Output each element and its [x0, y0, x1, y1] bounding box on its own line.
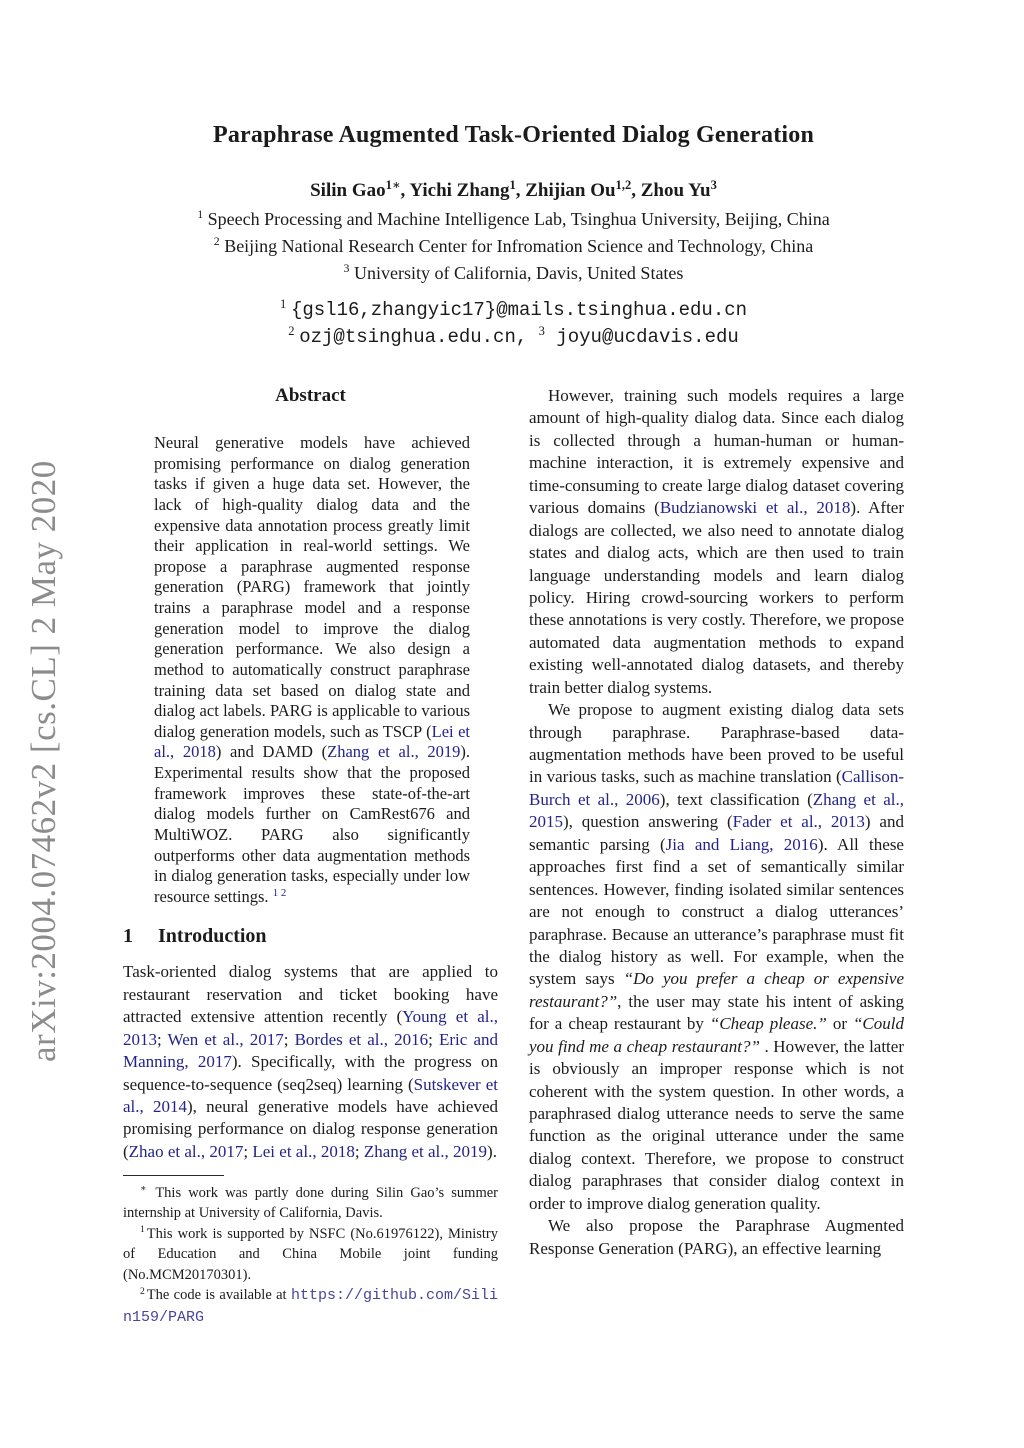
citation-link[interactable]: Bordes et al., 2016 [294, 1029, 429, 1049]
footnote-star [123, 1183, 498, 1224]
text-run: Zhijian Ou [525, 180, 616, 201]
superscript-marker: 1 [140, 1224, 145, 1236]
text-run: ). [487, 1141, 497, 1161]
text-run: ) and semantic parsing ( [529, 812, 904, 854]
quoted-example: “Could you find me a cheap restaurant?” [529, 1014, 904, 1056]
body-paragraph-3 [529, 1215, 904, 1260]
superscript-marker: 3 [343, 261, 350, 276]
text-run: ; [283, 1029, 295, 1049]
email-block [123, 297, 904, 351]
text-run: ), text classification ( [659, 789, 813, 809]
section-number: 1 [123, 925, 133, 948]
citation-link[interactable]: Jia and Liang, 2016 [665, 834, 818, 854]
citation-link[interactable]: Lei et al., 2018 [252, 1141, 355, 1161]
text-run: Neural generative models have achieved promising performance on dialog generation tasks if given a huge data set. However, the lack of high-quality dialog data and the expensive data annotation process greatly limit their application in real-world settings. We propose a paraphrase augmented response generation (PARG) framework that jointly trains a paraphrase model and a response generation model to improve the dialog generation performance. We also design a method to automatically construct paraphrase training data set based on dialog state and dialog act labels. PARG is applicable to various dialog generation models, such as TSCP ( [154, 433, 470, 741]
affiliation-line-1 [123, 207, 904, 234]
text-run: Beijing National Research Center for Infromation Science and Technology, China [219, 236, 814, 256]
email-address: ozj@tsinghua.edu.cn, [299, 326, 539, 348]
citation-link[interactable]: Lei et al., 2018 [154, 721, 470, 762]
superscript-marker: 1 [197, 207, 204, 222]
text-run: However, training such models requires a large amount of high-quality dialog data. Since each dialog is collected through a human-human or human-machine interaction, it is extremely expensive and time-consuming to create large dialog dataset covering various domains ( [529, 386, 904, 518]
two-column-body [123, 385, 904, 1332]
text-run: . However, the latter is obviously an improper response which is not coherent with the system question. In other words, a paraphrased dialog utterance needs to serve the same function as the original utterance under the same dialog context. Therefore, we propose to construct dialog paraphrases that consider dialog context in order to improve dialog generation quality. [529, 1036, 904, 1213]
superscript-marker: 2 [288, 324, 295, 339]
text-run: University of California, Davis, United States [349, 263, 684, 283]
arxiv-watermark: arXiv:2004.07462v2 [cs.CL] 2 May 2020 [24, 460, 63, 1062]
citation-link[interactable]: Wen et al., 2017 [167, 1029, 284, 1049]
text-run: Yichi Zhang [409, 180, 510, 201]
superscript-marker: 2 [213, 234, 220, 249]
text-run: This work is supported by NSFC (No.61976122), Ministry of Education and China Mobile joint funding (No.MCM20170301). [123, 1225, 498, 1283]
text-run: or [826, 1014, 853, 1034]
footnote-1 [123, 1224, 498, 1286]
text-run: ). Experimental results show that the proposed framework improves these state-of-the-art dialog models further on CamRest676 and MultiWOZ. PARG also significantly outperforms other data augmentation methods in dialog generation tasks, especially under low resource settings. [154, 742, 471, 906]
text-run: Zhou Yu [640, 180, 711, 201]
email-line-2 [123, 324, 904, 351]
code-repository-link[interactable]: https://github.com/Silin159/PARG [123, 1287, 498, 1326]
text-run: ). After dialogs are collected, we also need to annotate dialog states and dialog acts, which are then used to train language understanding models and learn dialog policy. Hiring crowd-sourcing workers to perform these annotations is very costly. Therefore, we propose automated data augmentation methods to expand existing well-annotated dialog datasets, and thereby train better dialog systems. [529, 498, 904, 697]
affiliation-line-2 [123, 234, 904, 261]
text-run: Task-oriented dialog systems that are applied to restaurant reservation and ticket booking have attracted extensive attention recently ( [123, 962, 498, 1027]
abstract-heading: Abstract [275, 385, 346, 406]
text-run: , [631, 180, 641, 201]
footnote-rule [123, 1175, 224, 1176]
affiliation-block [123, 207, 904, 288]
superscript-marker: 1 [279, 297, 287, 312]
text-run: , [400, 180, 410, 201]
paper-title: Paraphrase Augmented Task-Oriented Dialog Generation [212, 122, 815, 148]
quoted-example: “Do you prefer a cheap or expensive restaurant?” [529, 969, 905, 1011]
text-run: We propose to augment existing dialog data sets through paraphrase. Paraphrase-based data-augmentation methods have been proved to be useful in various tasks, such as machine translation ( [529, 700, 904, 787]
email-address: {gsl16,zhangyic17}@mails.tsinghua.edu.cn [290, 299, 748, 321]
citation-link[interactable]: Budzianowski et al., 2018 [659, 498, 851, 518]
citation-link[interactable]: Sutskever et al., 2014 [123, 1074, 498, 1116]
citation-link[interactable]: Fader et al., 2013 [732, 812, 865, 832]
left-column [123, 385, 498, 1332]
right-column [529, 385, 904, 1260]
email-address: joyu@ucdavis.edu [544, 326, 739, 348]
superscript-marker: 1 [509, 178, 516, 193]
text-run: ; [243, 1141, 253, 1161]
text-run: This work was partly done during Silin Gao’s summer internship at University of California, Davis. [123, 1184, 498, 1222]
footnote-2 [123, 1285, 498, 1328]
abstract-paragraph [123, 433, 498, 907]
section-title: Introduction [158, 925, 267, 948]
introduction-paragraph-1 [123, 961, 498, 1163]
text-run: ; [157, 1029, 168, 1049]
paper-content [123, 0, 904, 1448]
superscript-marker: 2 [140, 1286, 145, 1298]
citation-link[interactable]: Eric and Manning, 2017 [123, 1029, 498, 1072]
text-run: ) and DAMD ( [215, 742, 328, 762]
body-paragraph-1 [529, 385, 904, 699]
text-run: We also propose the Paraphrase Augmented Response Generation (PARG), an effective learning [529, 1216, 904, 1258]
citation-link[interactable]: Zhang et al., 2015 [529, 789, 904, 832]
superscript-marker: ∗ [140, 1183, 147, 1195]
superscript-marker: 3 [710, 178, 717, 193]
text-run: The code is available at [146, 1287, 291, 1304]
superscript-marker: 3 [538, 324, 545, 339]
footnote-block [123, 1175, 498, 1328]
citation-link[interactable]: Zhang et al., 2019 [327, 742, 461, 762]
citation-link[interactable]: Zhang et al., 2019 [363, 1141, 488, 1161]
text-run: ). Specifically, with the progress on sequence-to-sequence (seq2seq) learning ( [123, 1052, 498, 1094]
text-run: Silin Gao [310, 180, 386, 201]
email-line-1 [123, 297, 904, 324]
citation-link[interactable]: Callison-Burch et al., 2006 [529, 767, 904, 809]
quoted-example: “Cheap please.” [709, 1014, 827, 1034]
citation-link[interactable]: Zhao et al., 2017 [128, 1141, 244, 1161]
body-paragraph-2 [529, 699, 904, 1215]
citation-link[interactable]: Young et al., 2013 [123, 1007, 498, 1049]
text-run: ). All these approaches first find a set of semantically similar sentences. However, finding isolated similar sentences are not enough to construct a dialog utterances’ paraphrase. Because an utterance’s paraphrase must fit the dialog history as well. For example, when the system says [529, 834, 904, 989]
section-heading-introduction [123, 925, 498, 948]
text-run: ; [354, 1141, 364, 1161]
text-run: Speech Processing and Machine Intelligence Lab, Tsinghua University, Beijing, China [203, 209, 830, 229]
text-run: ), question answering ( [563, 812, 733, 832]
superscript-marker: 1,2 [615, 178, 632, 193]
text-run: , the user may state his intent of asking for a cheap restaurant by [529, 991, 904, 1034]
footnote-marker: 1 2 [272, 886, 287, 899]
text-run: , [515, 180, 526, 201]
superscript-marker: 1∗ [385, 178, 401, 193]
text-run: ; [428, 1029, 439, 1049]
text-run: ), neural generative models have achieved promising performance on dialog response generation ( [123, 1097, 498, 1161]
author-line [123, 180, 904, 202]
affiliation-line-3 [123, 261, 904, 288]
